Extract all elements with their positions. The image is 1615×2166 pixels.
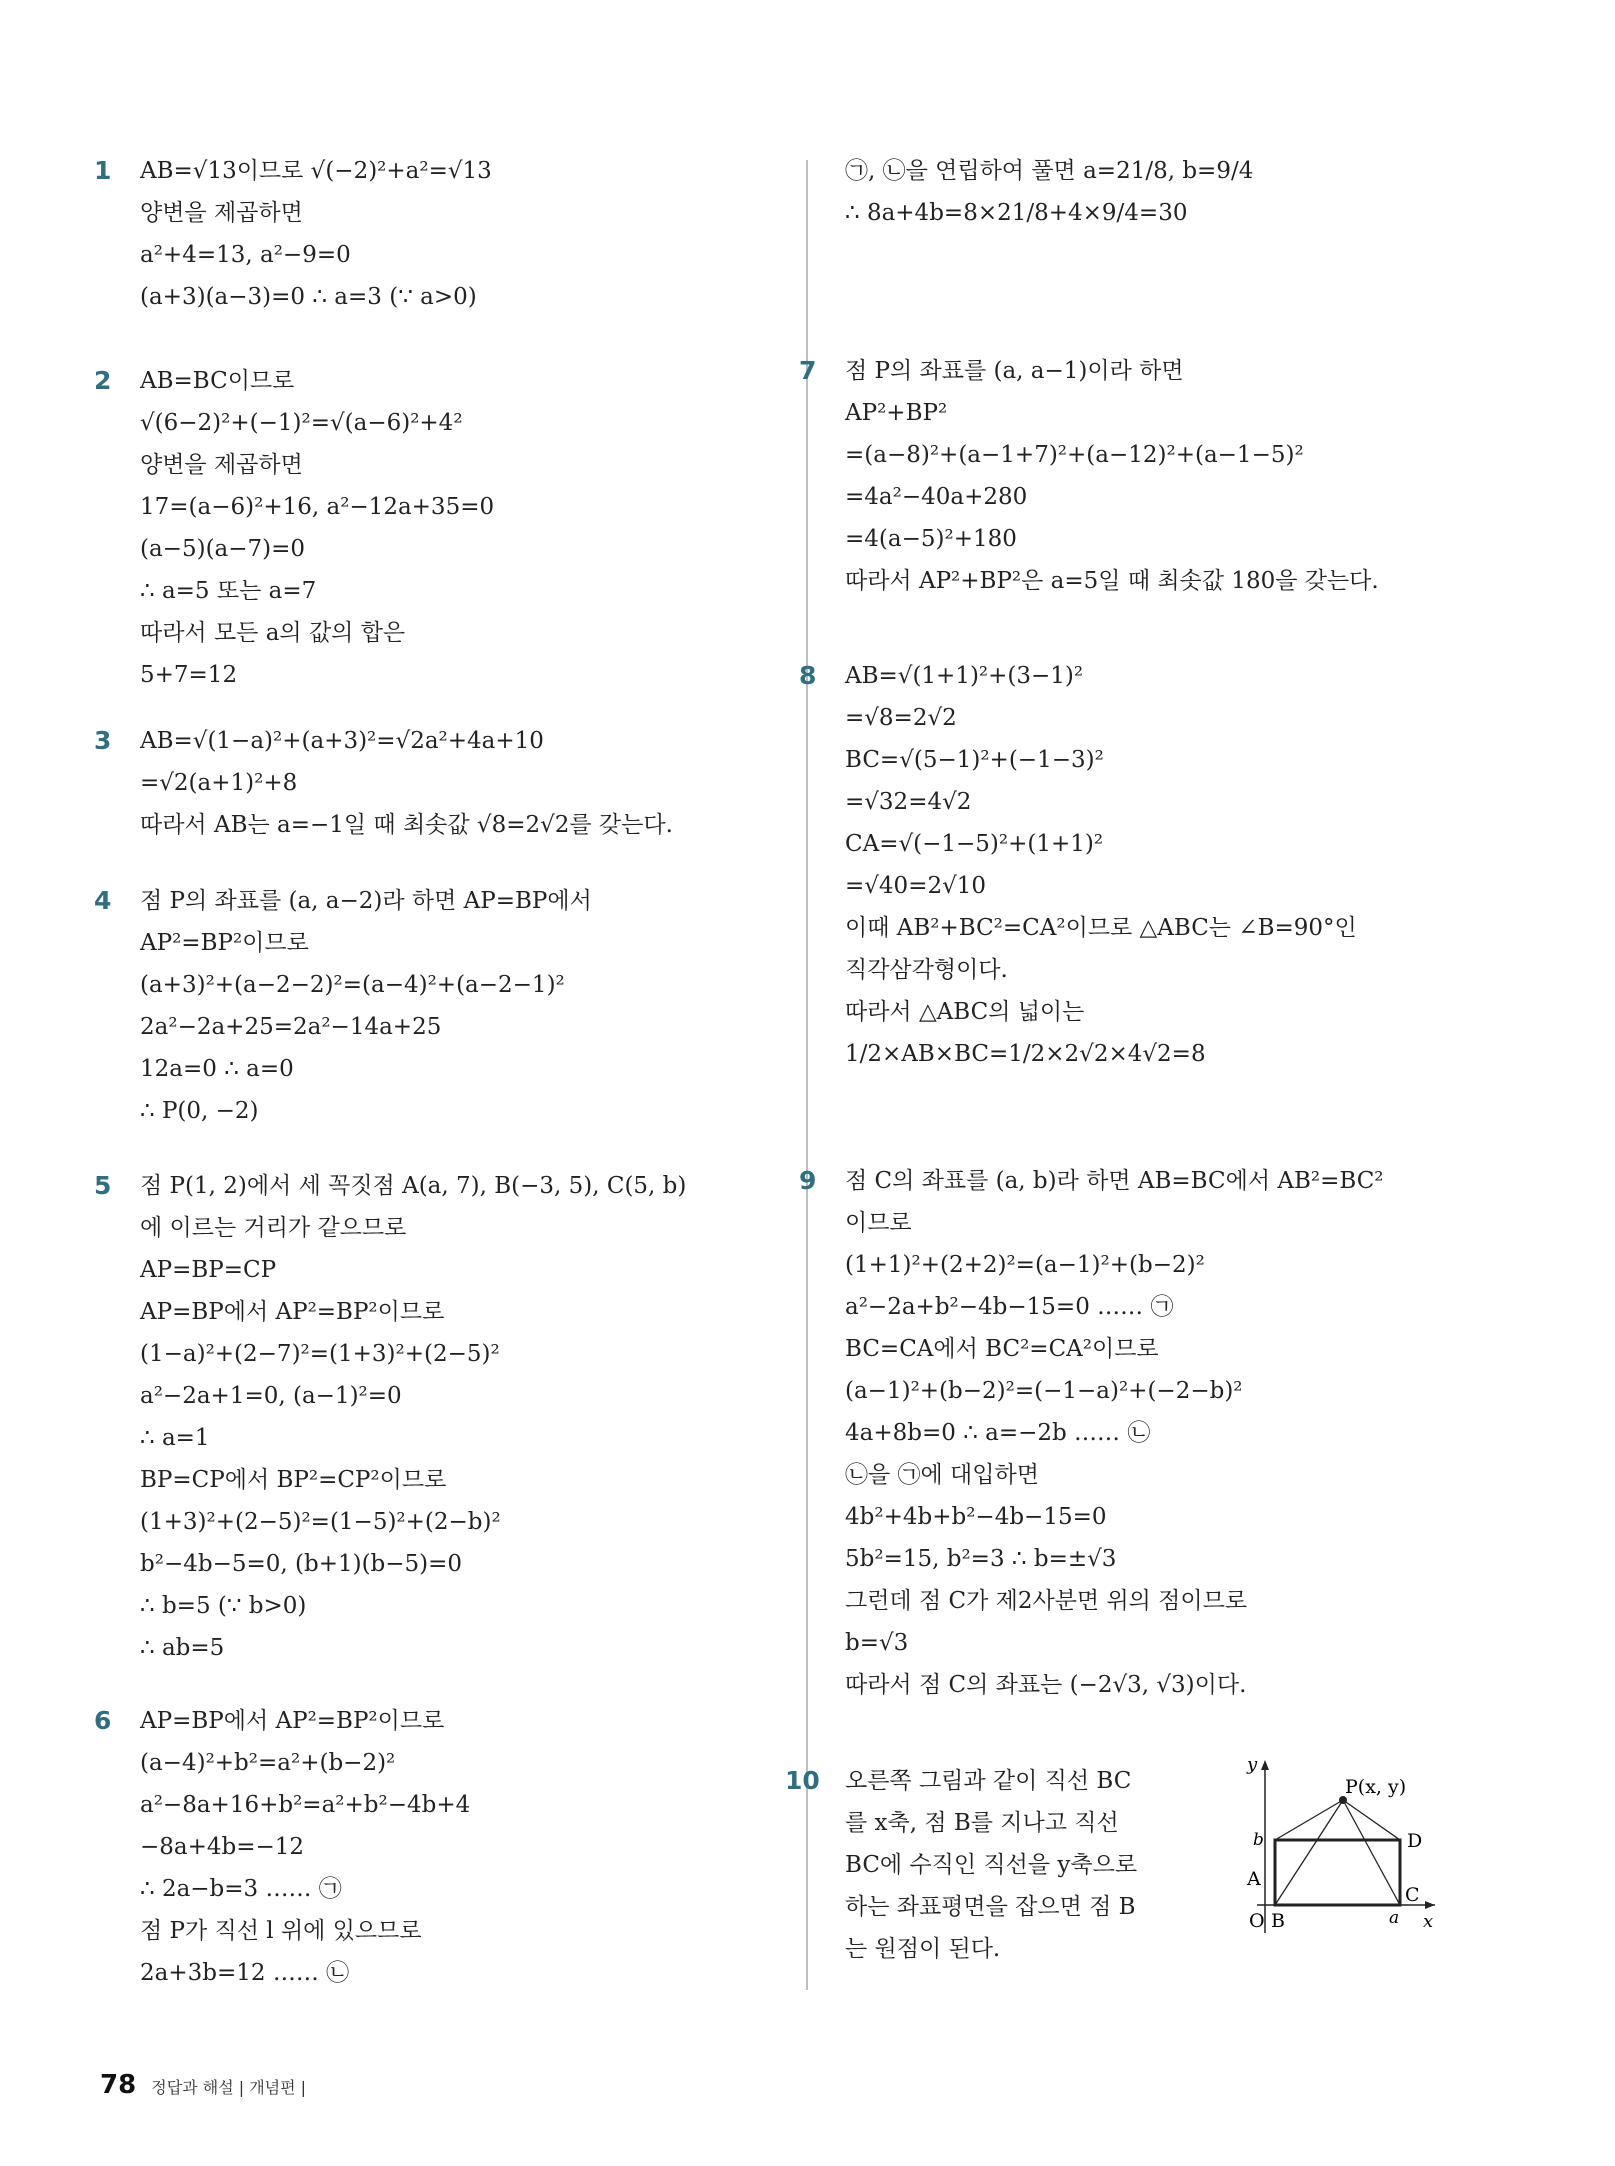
solution-line: AP²=BP²이므로 — [140, 930, 309, 956]
label-x: x — [1423, 1911, 1434, 1932]
solution-line: BP=CP에서 BP²=CP²이므로 — [140, 1467, 447, 1493]
solution-line: AP=BP=CP — [140, 1257, 277, 1283]
solution-line: 오른쪽 그림과 같이 직선 BC — [845, 1768, 1132, 1794]
solution-line: 2a²−2a+25=2a²−14a+25 — [140, 1014, 442, 1040]
label-D: D — [1407, 1830, 1423, 1852]
solution-line: (a−4)²+b²=a²+(b−2)² — [140, 1750, 396, 1776]
label-O: O — [1249, 1910, 1265, 1932]
problem-5 — [94, 1165, 687, 1669]
solution-line: 점 P(1, 2)에서 세 꼭짓점 A(a, 7), B(−3, 5), C(5, b) — [140, 1173, 687, 1199]
problem-number: 1 — [94, 156, 112, 185]
problem-6 — [94, 1700, 471, 1994]
solution-line: (a−1)²+(b−2)²=(−1−a)²+(−2−b)² — [845, 1378, 1243, 1404]
solution-line: 이때 AB²+BC²=CA²이므로 △ABC는 ∠B=90°인 — [845, 915, 1357, 941]
solution-line: (1−a)²+(2−7)²=(1+3)²+(2−5)² — [140, 1341, 500, 1367]
solution-line: 는 원점이 된다. — [845, 1936, 1001, 1962]
solution-line: ∴ b=5 (∵ b>0) — [140, 1593, 307, 1619]
solution-line: ∴ P(0, −2) — [140, 1098, 259, 1124]
problem-2 — [94, 360, 495, 696]
solution-line: =√32=4√2 — [845, 789, 972, 815]
problem-1 — [94, 150, 492, 318]
problem-number: 6 — [94, 1706, 112, 1735]
solution-line: 4b²+4b+b²−4b−15=0 — [845, 1504, 1107, 1530]
problem-8 — [799, 655, 1357, 1075]
solution-line: 양변을 제곱하면 — [140, 452, 303, 478]
solution-line: 양변을 제곱하면 — [140, 200, 303, 226]
problem-7 — [799, 350, 1379, 602]
problem-10 — [785, 1760, 1138, 1970]
label-P: P(x, y) — [1345, 1776, 1407, 1798]
solution-line: a²−8a+16+b²=a²+b²−4b+4 — [140, 1792, 471, 1818]
solution-line: 12a=0 ∴ a=0 — [140, 1056, 294, 1082]
solution-line: =4(a−5)²+180 — [845, 526, 1017, 552]
solution-line: AP=BP에서 AP²=BP²이므로 — [140, 1299, 445, 1325]
problem-number: 3 — [94, 726, 112, 755]
solution-line: (a+3)²+(a−2−2)²=(a−4)²+(a−2−1)² — [140, 972, 565, 998]
solution-line: BC=√(5−1)²+(−1−3)² — [845, 747, 1104, 773]
solution-line: AB=√(1−a)²+(a+3)²=√2a²+4a+10 — [140, 728, 544, 754]
solution-line: BC에 수직인 직선을 y축으로 — [845, 1852, 1138, 1878]
solution-line: ㉡을 ㉠에 대입하면 — [845, 1462, 1039, 1488]
solution-line: 에 이르는 거리가 같으므로 — [140, 1215, 407, 1241]
solution-line: 따라서 모든 a의 값의 합은 — [140, 620, 406, 646]
problem-number: 4 — [94, 886, 112, 915]
solution-line: =√2(a+1)²+8 — [140, 770, 298, 796]
footer-text: 정답과 해설 | 개념편 | — [151, 2078, 307, 2097]
solution-line: 4a+8b=0 ∴ a=−2b …… ㉡ — [845, 1420, 1151, 1446]
solution-line: 점 P가 직선 l 위에 있으므로 — [140, 1918, 422, 1944]
solution-line: 이므로 — [845, 1210, 912, 1236]
solution-line: (a−5)(a−7)=0 — [140, 536, 306, 562]
solution-line: 2a+3b=12 …… ㉡ — [140, 1960, 350, 1986]
solution-line: AB=√13이므로 √(−2)²+a²=√13 — [140, 158, 492, 184]
problem-cont — [845, 150, 1253, 234]
solution-line: 를 x축, 점 B를 지나고 직선 — [845, 1810, 1119, 1836]
solution-line: =(a−8)²+(a−1+7)²+(a−12)²+(a−1−5)² — [845, 442, 1304, 468]
solution-line: ∴ 8a+4b=8×21/8+4×9/4=30 — [845, 200, 1188, 226]
solution-line: ∴ ab=5 — [140, 1635, 225, 1661]
coordinate-figure — [1235, 1755, 1435, 1945]
label-a: a — [1389, 1908, 1400, 1928]
label-A: A — [1247, 1868, 1261, 1890]
problem-number: 7 — [799, 356, 817, 385]
solution-line: 점 P의 좌표를 (a, a−1)이라 하면 — [845, 358, 1184, 384]
solution-line: 하는 좌표평면을 잡으면 점 B — [845, 1894, 1136, 1920]
solution-line: 따라서 점 C의 좌표는 (−2√3, √3)이다. — [845, 1672, 1247, 1698]
solution-line: AB=√(1+1)²+(3−1)² — [845, 663, 1084, 689]
solution-line: 그런데 점 C가 제2사분면 위의 점이므로 — [845, 1588, 1248, 1614]
solution-line: ㉠, ㉡을 연립하여 풀면 a=21/8, b=9/4 — [845, 158, 1254, 184]
page-footer — [100, 2070, 306, 2100]
problem-9 — [799, 1160, 1384, 1706]
solution-line: AP=BP에서 AP²=BP²이므로 — [140, 1708, 445, 1734]
column-divider — [806, 160, 808, 1990]
solution-line: ∴ a=5 또는 a=7 — [140, 578, 317, 604]
label-b: b — [1253, 1830, 1264, 1850]
solution-line: ∴ a=1 — [140, 1425, 210, 1451]
solution-line: √(6−2)²+(−1)²=√(a−6)²+4² — [140, 410, 463, 436]
solution-line: 따라서 △ABC의 넓이는 — [845, 999, 1085, 1025]
solution-line: ∴ 2a−b=3 …… ㉠ — [140, 1876, 342, 1902]
problem-number: 9 — [799, 1166, 817, 1195]
solution-line: 따라서 AP²+BP²은 a=5일 때 최솟값 180을 갖는다. — [845, 568, 1379, 594]
solution-line: a²−2a+b²−4b−15=0 …… ㉠ — [845, 1294, 1174, 1320]
problem-number: 5 — [94, 1171, 112, 1200]
solution-line: 점 P의 좌표를 (a, a−2)라 하면 AP=BP에서 — [140, 888, 592, 914]
solution-line: 점 C의 좌표를 (a, b)라 하면 AB=BC에서 AB²=BC² — [845, 1168, 1384, 1194]
problem-number: 8 — [799, 661, 817, 690]
solution-line: b=√3 — [845, 1630, 909, 1656]
problem-number: 2 — [94, 366, 112, 395]
solution-line: 17=(a−6)²+16, a²−12a+35=0 — [140, 494, 495, 520]
solution-line: 따라서 AB는 a=−1일 때 최솟값 √8=2√2를 갖는다. — [140, 812, 673, 838]
solution-line: 5+7=12 — [140, 662, 238, 688]
solution-line: =√8=2√2 — [845, 705, 957, 731]
solution-line: 1/2×AB×BC=1/2×2√2×4√2=8 — [845, 1041, 1206, 1067]
solution-line: =√40=2√10 — [845, 873, 987, 899]
solution-line: AP²+BP² — [845, 400, 948, 426]
solution-line: (1+1)²+(2+2)²=(a−1)²+(b−2)² — [845, 1252, 1205, 1278]
solution-line: b²−4b−5=0, (b+1)(b−5)=0 — [140, 1551, 463, 1577]
solution-line: =4a²−40a+280 — [845, 484, 1028, 510]
solution-line: 5b²=15, b²=3 ∴ b=±√3 — [845, 1546, 1117, 1572]
label-B: B — [1271, 1910, 1285, 1932]
label-y: y — [1247, 1755, 1258, 1775]
solution-line: 직각삼각형이다. — [845, 957, 1008, 983]
problem-4 — [94, 880, 592, 1132]
solution-line: AB=BC이므로 — [140, 368, 295, 394]
solution-line: BC=CA에서 BC²=CA²이므로 — [845, 1336, 1159, 1362]
problem-number: 10 — [785, 1766, 820, 1795]
label-C: C — [1405, 1884, 1420, 1906]
solution-line: (a+3)(a−3)=0 ∴ a=3 (∵ a>0) — [140, 284, 477, 310]
solution-line: CA=√(−1−5)²+(1+1)² — [845, 831, 1104, 857]
solution-line: (1+3)²+(2−5)²=(1−5)²+(2−b)² — [140, 1509, 501, 1535]
problem-3 — [94, 720, 673, 846]
page-number: 78 — [100, 2070, 137, 2100]
solution-line: a²−2a+1=0, (a−1)²=0 — [140, 1383, 402, 1409]
solution-line: a²+4=13, a²−9=0 — [140, 242, 351, 268]
solution-line: −8a+4b=−12 — [140, 1834, 305, 1860]
